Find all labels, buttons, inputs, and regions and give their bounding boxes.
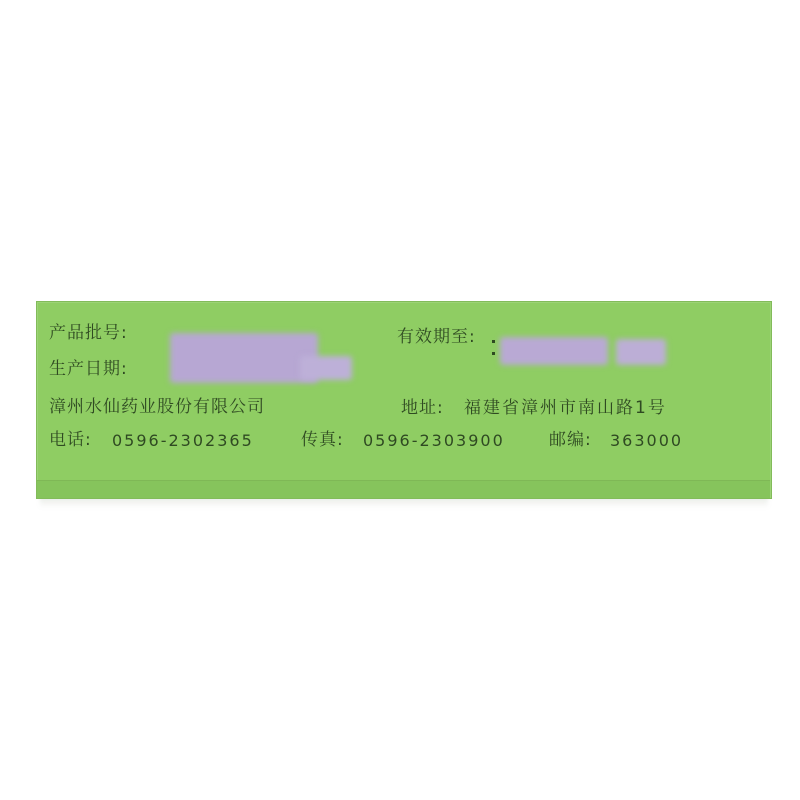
postcode-label: 邮编: — [549, 430, 592, 450]
redacted-expiry-date — [500, 337, 608, 365]
address-label: 地址: — [401, 398, 444, 418]
batch-number-label: 产品批号: — [49, 323, 128, 343]
address-text: 福建省漳州市南山路1号 — [464, 398, 667, 418]
print-mark — [492, 352, 495, 355]
expiry-date-label: 有效期至: — [397, 327, 476, 347]
phone-number: 0596-2302365 — [112, 431, 254, 450]
redacted-expiry-suffix — [616, 339, 666, 365]
company-name: 漳州水仙药业股份有限公司 — [49, 397, 265, 417]
postcode: 363000 — [610, 431, 684, 450]
phone-label: 电话: — [49, 430, 92, 450]
box-bottom-edge — [37, 480, 770, 498]
print-mark — [492, 340, 495, 343]
redacted-date-suffix — [300, 356, 352, 380]
fax-label: 传真: — [301, 430, 344, 450]
redacted-batch-and-date — [170, 333, 318, 383]
fax-number: 0596-2303900 — [363, 431, 505, 450]
production-date-label: 生产日期: — [49, 359, 128, 379]
